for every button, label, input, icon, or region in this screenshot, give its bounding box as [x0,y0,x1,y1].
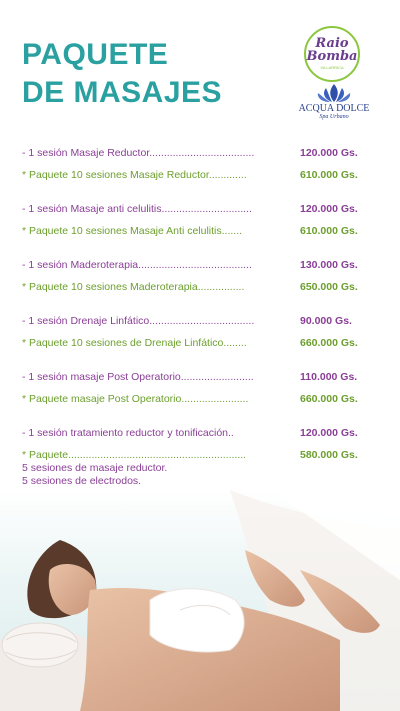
price-group [22,314,382,358]
package-row [22,392,382,414]
price-group [22,370,382,414]
package-label: * Paquete masaje Post Operatorio....................... [22,393,249,405]
package-price: 660.000 Gs. [300,337,358,349]
package-label: * Paquete 10 sesiones Maderoterapia................ [22,281,245,293]
acqua-dolce-name: ACQUA DOLCE [298,103,370,114]
service-price: 110.000 Gs. [300,371,358,383]
acqua-dolce-sub: Spa Urbano [319,114,349,120]
raio-bomba-logo [304,26,360,82]
package-row [22,336,382,358]
price-list [22,146,382,488]
package-label: * Paquete 10 sesiones de Drenaje Linfático........ [22,337,247,349]
service-price: 120.000 Gs. [300,147,358,159]
single-session-row [22,314,382,336]
price-group [22,426,382,488]
service-price: 120.000 Gs. [300,203,358,215]
single-session-row [22,370,382,392]
single-session-row [22,258,382,280]
single-session-row [22,146,382,168]
package-note: 5 sesiones de masaje reductor. [22,462,168,474]
service-label: - 1 sesión masaje Post Operatorio......................... [22,371,254,383]
service-label: - 1 sesión tratamiento reductor y tonificación.. [22,427,234,439]
single-session-row [22,426,382,448]
service-label: - 1 sesión Masaje anti celulitis............................... [22,203,252,215]
raio-bomba-logo-sub: VILLARRICA [320,65,344,70]
package-price: 610.000 Gs. [300,169,358,181]
service-label: - 1 sesión Masaje Reductor.................................... [22,147,255,159]
acqua-dolce-logo [298,82,370,120]
package-price: 650.000 Gs. [300,281,358,293]
package-row [22,168,382,190]
package-label: * Paquete 10 sesiones Masaje Anti celulitis....... [22,225,243,237]
package-row [22,280,382,302]
raio-bomba-logo-line-2: Bomba [306,49,358,64]
service-label: - 1 sesión Maderoterapia....................................... [22,259,252,271]
package-price: 610.000 Gs. [300,225,358,237]
title-line-2: DE MASAJES [22,76,223,109]
package-note: 5 sesiones de electrodos. [22,475,142,487]
massage-photo [0,490,400,711]
price-group [22,258,382,302]
service-label: - 1 sesión Drenaje Linfático.................................... [22,315,255,327]
package-label: * Paquete 10 sesiones Masaje Reductor............. [22,169,247,181]
single-session-row [22,202,382,224]
package-price: 660.000 Gs. [300,393,358,405]
raio-bomba-logo-line-1: Raio [315,36,349,51]
price-group [22,146,382,190]
package-price: 580.000 Gs. [300,449,358,461]
service-price: 120.000 Gs. [300,427,358,439]
title-line-1: PAQUETE [22,38,169,71]
page-title [22,36,222,112]
price-group [22,202,382,246]
package-row [22,448,382,462]
package-label: * Paquete............................................................. [22,449,247,461]
package-row [22,224,382,246]
service-price: 130.000 Gs. [300,259,358,271]
service-price: 90.000 Gs. [300,315,352,327]
lotus-icon [312,82,356,104]
